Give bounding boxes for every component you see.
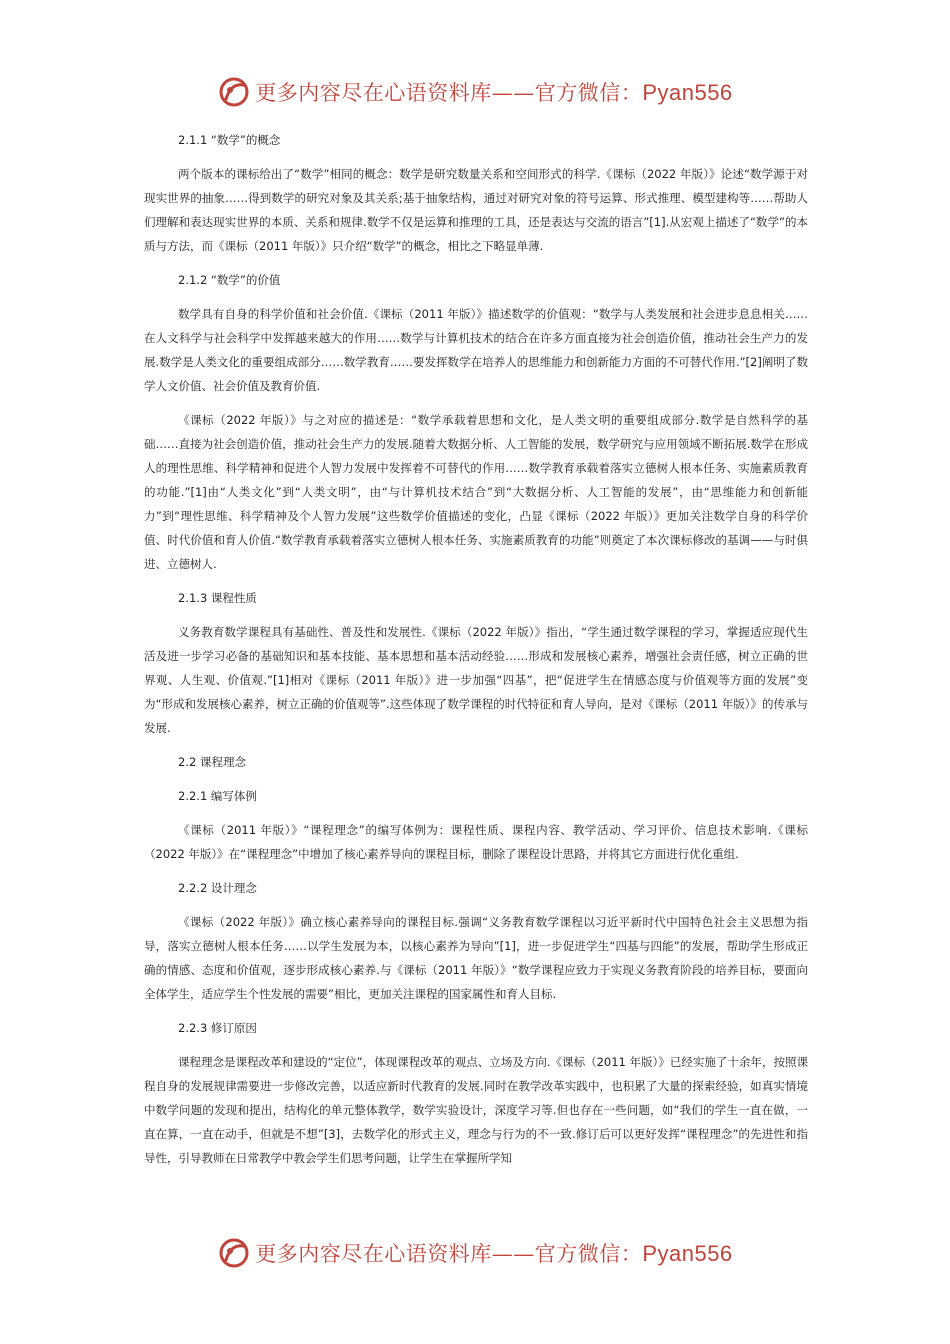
paragraph: 《课标（2022 年版）》与之对应的描述是：“数学承载着思想和文化，是人类文明的重要组成部分.数学是自然科学的基础……直接为社会创造价值，推动社会生产力的发展.随着大数据分析、人工智能的发展，数学研究与应用领域不断拓展.数学在形成人的理性思维、科学精神和促进个人智力发展中发挥着不可替代的作用……数学教育承载着落实立德树人根本任务、实施素质教育的功能.”[1]由“人类文化”到“人类文明”，由“与计算机技术结合”到“大数据分析、人工智能的发展”，由“思维能力和创新能力”到“理性思维、科学精神及个人智力发展”这些数学价值描述的变化，凸显《课标（2022 年版）》更加关注数学自身的科学价值、时代价值和育人价值.“数学教育承载着落实立德树人根本任务、实施素质教育的功能”则奠定了本次课标修改的基调——与时俱进、立德树人. xyxy=(144,413,808,571)
logo-icon xyxy=(217,1236,251,1270)
paragraph: 两个版本的课标给出了“数学”相同的概念：数学是研究数量关系和空间形式的科学.《课标（2022 年版）》论述“数学源于对现实世界的抽象……得到数学的研究对象及其关系;基于抽象结构，通过对研究对象的符号运算、形式推理、模型建构等……帮助人们理解和表达现实世界的本质、关系和规律.数学不仅是运算和推理的工具，还是表达与交流的语言”[1].从宏观上描述了“数学”的本质与方法，而《课标（2011 年版）》只介绍“数学”的概念，相比之下略显单薄. xyxy=(144,167,808,253)
banner-text: 更多内容尽在心语资料库——官方微信：Pyan556 xyxy=(255,80,733,105)
logo-icon xyxy=(217,75,251,109)
section-heading: 2.1.2 “数学”的价值 xyxy=(178,273,281,287)
header-banner xyxy=(0,72,950,112)
section-heading: 2.2.2 设计理念 xyxy=(178,881,257,895)
paragraph: 义务教育数学课程具有基础性、普及性和发展性.《课标（2022 年版）》指出，“学生通过数学课程的学习，掌握适应现代生活及进一步学习必备的基础知识和基本技能、基本思想和基本活动经验……形成和发展核心素养，增强社会责任感，树立正确的世界观、人生观、价值观.”[1]相对《课标（2011 年版）》进一步加强“四基”，把“促进学生在情感态度与价值观等方面的发展”变为“形成和发展核心素养，树立正确的价值观等”.这些体现了数学课程的时代特征和育人导向，是对《课标（2011 年版）》的传承与发展. xyxy=(144,625,808,735)
section-heading: 2.2.1 编写体例 xyxy=(178,789,257,803)
paragraph: 《课标（2011 年版）》“课程理念”的编写体例为：课程性质、课程内容、教学活动、学习评价、信息技术影响.《课标（2022 年版）》在“课程理念”中增加了核心素养导向的课程目标，删除了课程设计思路，并将其它方面进行优化重组. xyxy=(144,823,808,861)
paragraph: 课程理念是课程改革和建设的“定位”，体现课程改革的观点、立场及方向.《课标（2011 年版）》已经实施了十余年，按照课程自身的发展规律需要进一步修改完善，以适应新时代教育的发展.同时在教学改革实践中，也积累了大量的探索经验，如真实情境中数学问题的发现和提出，结构化的单元整体教学，数学实验设计，深度学习等.但也存在一些问题，如“我们的学生一直在做，一直在算，一直在动手，但就是不想”[3]，去数学化的形式主义，理念与行为的不一致.修订后可以更好发挥“课程理念”的先进性和指导性，引导教师在日常教学中教会学生们思考问题，让学生在掌握所学知 xyxy=(144,1055,808,1165)
paragraph: 《课标（2022 年版）》确立核心素养导向的课程目标.强调“义务教育数学课程以习近平新时代中国特色社会主义思想为指导，落实立德树人根本任务……以学生发展为本，以核心素养为导向”[1]，进一步促进学生“四基与四能”的发展，帮助学生形成正确的情感、态度和价值观，逐步形成核心素养.与《课标（2011 年版）》“数学课程应致力于实现义务教育阶段的培养目标，要面向全体学生，适应学生个性发展的需要”相比，更加关注课程的国家属性和育人目标. xyxy=(144,915,808,1001)
footer-banner xyxy=(0,1233,950,1273)
paragraph: 数学具有自身的科学价值和社会价值.《课标（2011 年版）》描述数学的价值观：“数学与人类发展和社会进步息息相关……在人文科学与社会科学中发挥越来越大的作用……数学与计算机技术的结合在许多方面直接为社会创造价值，推动社会生产力的发展.数学是人类文化的重要组成部分……数学教育……要发挥数学在培养人的思维能力和创新能力方面的不可替代作用.”[2]阐明了数学人文价值、社会价值及教育价值. xyxy=(144,307,808,393)
banner-text: 更多内容尽在心语资料库——官方微信：Pyan556 xyxy=(255,1241,733,1266)
section-heading: 2.2 课程理念 xyxy=(178,755,246,769)
section-heading: 2.1.1 “数学”的概念 xyxy=(178,133,281,147)
section-heading: 2.1.3 课程性质 xyxy=(178,591,257,605)
document-body xyxy=(144,128,808,1180)
section-heading: 2.2.3 修订原因 xyxy=(178,1021,257,1035)
